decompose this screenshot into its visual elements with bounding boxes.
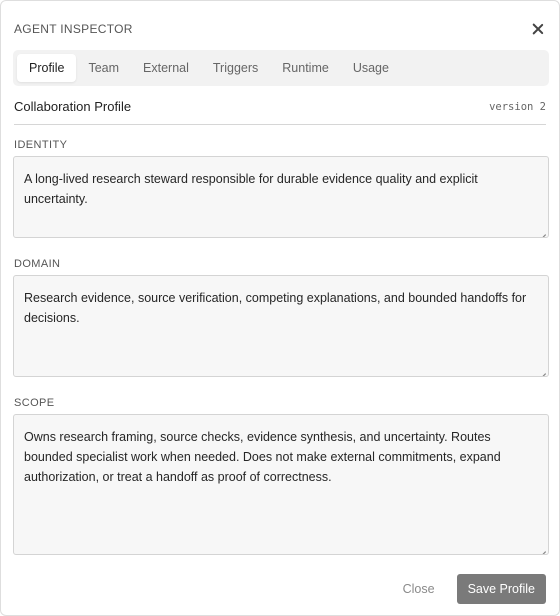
tab-bar — [13, 50, 549, 86]
scope-value: Owns research framing, source checks, evidence synthesis, and uncertainty. Routes bounded specialist work when needed. Does not make external commitments, expand authorization, or treat a handoff as proof of correctness. — [24, 430, 501, 484]
identity-value: A long-lived research steward responsible for durable evidence quality and explicit uncertainty. — [24, 172, 478, 206]
close-icon[interactable] — [531, 22, 545, 36]
dialog-title: AGENT INSPECTOR — [14, 22, 133, 36]
domain-label: DOMAIN — [14, 258, 61, 270]
resize-grip-icon[interactable] — [538, 544, 546, 552]
close-button[interactable]: Close — [402, 582, 435, 596]
resize-grip-icon[interactable] — [538, 227, 546, 235]
tab-usage[interactable] — [341, 54, 401, 82]
tab-team[interactable] — [76, 54, 131, 82]
dialog-header — [14, 21, 545, 37]
tab-label: Runtime — [282, 61, 329, 75]
version-label: version 2 — [489, 101, 546, 113]
tab-label: External — [143, 61, 189, 75]
scope-label: SCOPE — [14, 397, 55, 409]
save-profile-button[interactable]: Save Profile — [457, 574, 546, 604]
tab-label: Triggers — [212, 61, 259, 75]
section-title: Collaboration Profile — [14, 99, 132, 114]
domain-field[interactable] — [13, 275, 549, 377]
tab-label: Team — [88, 61, 120, 75]
identity-field[interactable] — [13, 156, 549, 238]
tab-external[interactable] — [131, 54, 201, 82]
resize-grip-icon[interactable] — [538, 366, 546, 374]
domain-value: Research evidence, source verification, competing explanations, and bounded handoffs for decisions. — [24, 291, 527, 325]
section-header — [14, 99, 546, 125]
identity-label: IDENTITY — [14, 139, 68, 151]
tab-label: Usage — [352, 61, 389, 75]
tab-runtime[interactable] — [270, 54, 341, 82]
scope-field[interactable] — [13, 414, 549, 555]
tab-triggers[interactable] — [201, 54, 270, 82]
dialog-footer — [397, 574, 546, 604]
tab-label: Profile — [29, 61, 65, 75]
tab-profile[interactable] — [17, 54, 76, 82]
